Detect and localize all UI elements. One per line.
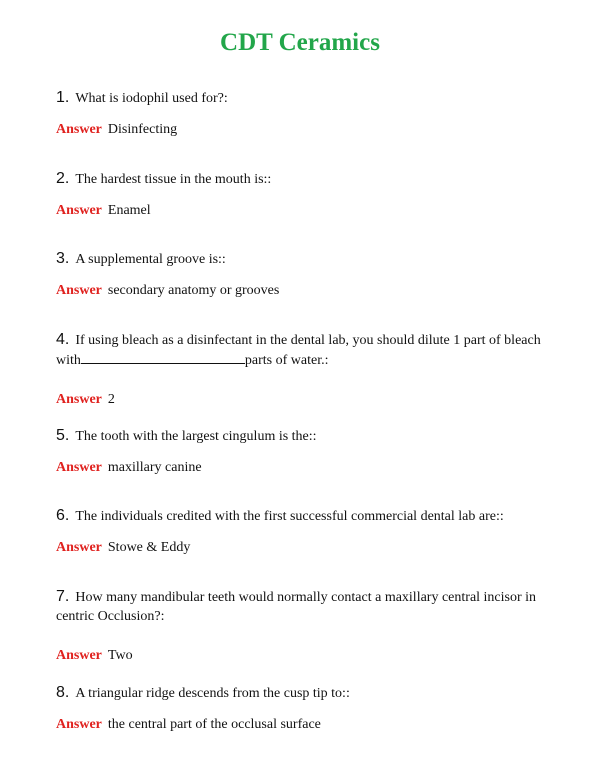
answer-text: Enamel xyxy=(107,203,151,218)
question-number: 7. xyxy=(56,588,70,605)
answer-text: Disinfecting xyxy=(107,122,178,137)
question-item-7 xyxy=(56,587,556,665)
fill-in-blank xyxy=(81,350,245,364)
answer-text: secondary anatomy or grooves xyxy=(107,283,280,298)
answer-label: Answer xyxy=(56,283,102,298)
answer-text: the central part of the occlusal surface xyxy=(107,717,321,732)
answer-label: Answer xyxy=(56,540,102,555)
answer-text: maxillary canine xyxy=(107,460,202,475)
question-number: 8. xyxy=(56,684,70,701)
question-item-8 xyxy=(56,683,556,734)
answer-line xyxy=(56,458,556,477)
question-text: 3. A supplemental groove is:: xyxy=(56,250,226,267)
answer-label: Answer xyxy=(56,122,102,137)
answer-text: Stowe & Eddy xyxy=(107,540,191,555)
answer-label: Answer xyxy=(56,648,102,663)
question-item-4 xyxy=(56,330,556,409)
question-number: 3. xyxy=(56,250,70,267)
question-text: 8. A triangular ridge descends from the cusp tip to:: xyxy=(56,684,350,701)
question-text: 1. What is iodophil used for?: xyxy=(56,89,228,106)
page-title: CDT Ceramics xyxy=(220,29,380,56)
answer-label: Answer xyxy=(56,460,102,475)
question-number: 2. xyxy=(56,170,70,187)
answer-line xyxy=(56,201,556,220)
question-text: 4. If using bleach as a disinfectant in the dental lab, you should dilute 1 part of bleach with parts of water.: xyxy=(56,331,541,368)
answer-label: Answer xyxy=(56,203,102,218)
question-item-6 xyxy=(56,506,556,557)
answer-line xyxy=(56,120,556,139)
question-item-1 xyxy=(56,88,556,139)
answer-line xyxy=(56,390,556,409)
question-number: 1. xyxy=(56,89,70,106)
question-text: 5. The tooth with the largest cingulum is the:: xyxy=(56,427,317,444)
question-item-3 xyxy=(56,249,556,300)
question-item-2 xyxy=(56,169,556,220)
answer-line xyxy=(56,538,556,557)
question-item-5 xyxy=(56,426,556,477)
question-number: 6. xyxy=(56,507,70,524)
answer-line xyxy=(56,715,556,734)
question-number: 4. xyxy=(56,331,70,348)
answer-label: Answer xyxy=(56,392,102,407)
answer-line xyxy=(56,646,556,665)
question-text: 2. The hardest tissue in the mouth is:: xyxy=(56,170,272,187)
question-number: 5. xyxy=(56,427,70,444)
answer-line xyxy=(56,281,556,300)
answer-label: Answer xyxy=(56,717,102,732)
question-text: 6. The individuals credited with the first successful commercial dental lab are:: xyxy=(56,507,504,524)
answer-text: 2 xyxy=(107,392,115,407)
answer-text: Two xyxy=(107,648,133,663)
question-text: 7. How many mandibular teeth would normally contact a maxillary central incisor in centric Occlusion?: xyxy=(56,588,537,624)
